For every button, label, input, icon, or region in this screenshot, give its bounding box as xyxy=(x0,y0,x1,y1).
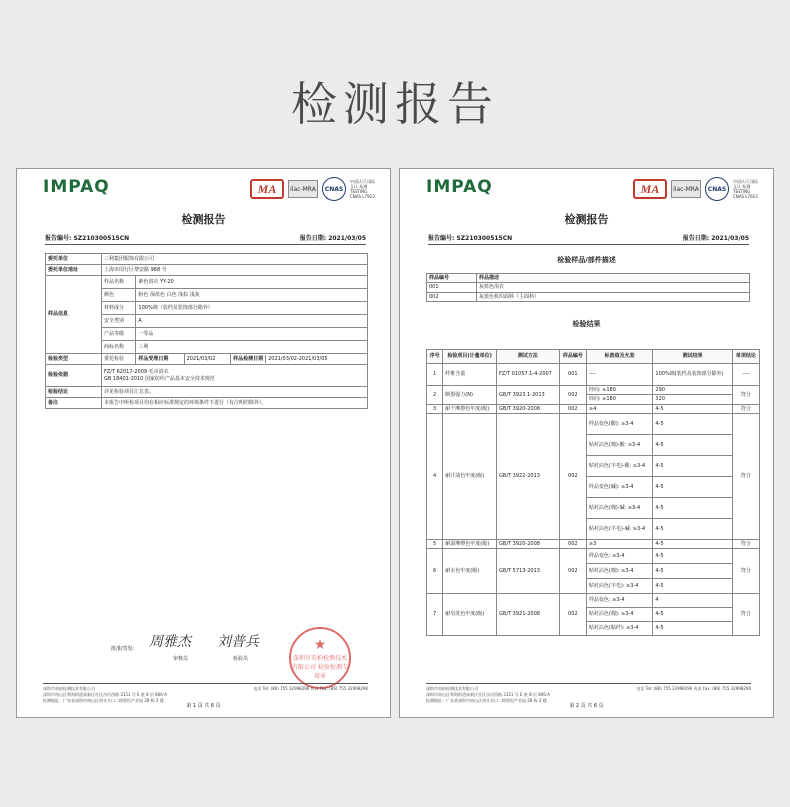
ilac-logo-icon: ilac-MRA xyxy=(671,180,701,198)
column-header: 标准值及允差 xyxy=(586,350,653,364)
client-label: 委托单位 xyxy=(46,254,102,265)
test-method: GB/T 5713-2013 xyxy=(497,549,560,594)
cnas-caption: 中国认可 国际互认 检测 TESTING CNAS L7923 xyxy=(350,178,376,200)
received-value: 2021/03/02 xyxy=(184,354,231,365)
report-meta xyxy=(428,233,749,245)
sample-key: 产品等级 xyxy=(102,328,136,341)
test-date-label: 样品检测日期 xyxy=(231,355,266,363)
footer-lab-address: 检测地址：广东省深圳市南山区南头关口二路智恒产业园 28 栋 3 楼 xyxy=(426,698,547,703)
official-stamp xyxy=(289,627,351,689)
samples-table xyxy=(426,273,750,302)
table-row xyxy=(427,594,760,608)
standard: 贴衬沾色(棉)-酸: ≥3-4 xyxy=(586,434,653,455)
standard: 贴衬沾色(羊毛): ≥3-4 xyxy=(586,579,653,594)
column-header: 检验项目(计量单位) xyxy=(443,350,497,364)
report-page-1 xyxy=(16,168,391,718)
cma-logo-icon: MA xyxy=(633,179,667,199)
test-method: GB/T 3923.1-2013 xyxy=(497,386,560,405)
column-header: 测试结果 xyxy=(653,350,732,364)
result: 4-5 xyxy=(653,413,732,434)
footer-lab-address: 检测地址：广东省深圳市南山区南头关口二路智恒产业园 28 栋 3 楼 xyxy=(43,698,164,703)
sample-key: 材料成分 xyxy=(102,302,136,315)
inspection-value: 委托检验 xyxy=(102,354,136,365)
standard: ≥4 xyxy=(586,404,653,413)
sample-value: 三利 xyxy=(136,341,368,354)
table-row xyxy=(46,265,368,276)
sample-value: A xyxy=(136,315,368,328)
standard: 纬向: ≥180 xyxy=(586,395,653,404)
standard: 样品变色: ≥3-4 xyxy=(586,594,653,608)
table-row xyxy=(427,386,760,395)
standard: ≥3 xyxy=(586,539,653,548)
sample-no: 002 xyxy=(559,404,586,413)
standard: 贴衬沾色(羊毛)-酸: ≥3-4 xyxy=(586,455,653,476)
basis-line: GB 18401-2010 国家纺织产品基本安全技术规范 xyxy=(104,375,215,382)
accreditation-logos xyxy=(250,177,378,201)
sample-no: 002 xyxy=(559,549,586,594)
column-header: 样品描述 xyxy=(477,274,750,283)
sample-value: 素色浴衣 YY-20 xyxy=(136,276,368,289)
test-item: 纤维含量 xyxy=(443,364,497,386)
row-no: 6 xyxy=(427,549,443,594)
sample-no: 001 xyxy=(559,364,586,386)
approve-label: 批准/签发: xyxy=(111,646,135,652)
footer-address: 深圳市南山区粤海街道高新区社区沙河西路 3151 号 E 座 8 层 806-A xyxy=(426,692,550,697)
report-date: 报告日期: 2021/03/05 xyxy=(299,235,366,242)
result: 4-5 xyxy=(653,404,732,413)
standard: 贴衬沾色(粘纤): ≥3-4 xyxy=(586,622,653,636)
standard: 贴衬沾色(棉)-碱: ≥3-4 xyxy=(586,497,653,518)
star-icon: ★ xyxy=(313,636,327,653)
results-title: 检验结果 xyxy=(572,320,601,328)
footer-phone: 电话 Tel: (86) 755 32998296 传真 Fax: (86) 755 32998296 xyxy=(253,686,368,691)
sample-no: 002 xyxy=(559,594,586,636)
report-page-2 xyxy=(399,168,774,718)
impaq-logo: IMPAQ xyxy=(426,177,493,197)
row-no: 5 xyxy=(427,539,443,548)
result: 4-5 xyxy=(653,434,732,455)
report-date: 报告日期: 2021/03/05 xyxy=(682,235,749,242)
sample-key: 安全类别 xyxy=(102,315,136,328)
accreditation-logos xyxy=(633,177,761,201)
ilac-logo-icon: ilac-MRA xyxy=(288,180,318,198)
basis-value xyxy=(102,365,368,387)
review-label: 审核员 xyxy=(173,656,189,662)
verdict: 符合 xyxy=(732,386,759,405)
test-item: 耐皂洗色牢度(级) xyxy=(443,594,497,636)
test-item: 耐干摩擦色牢度(级) xyxy=(443,404,497,413)
cma-logo-icon: MA xyxy=(250,179,284,199)
verdict: ---- xyxy=(732,364,759,386)
result: 290 xyxy=(653,386,732,395)
address-label: 委托单位地址 xyxy=(46,265,102,276)
sample-no: 002 xyxy=(427,292,477,301)
sample-value: 粉色 深蓝色 白色 浅棕 浅灰 xyxy=(136,289,368,302)
cnas-logo-icon: CNAS xyxy=(705,177,729,201)
verdict: 符合 xyxy=(732,539,759,548)
result: 4-5 xyxy=(653,608,732,622)
address-value: 上海市闵行区黎安路 968 号 xyxy=(102,265,368,276)
standard: 样品变色(碱): ≥3-4 xyxy=(586,476,653,497)
test-method: GB/T 3921-2008 xyxy=(497,594,560,636)
result: 4-5 xyxy=(653,549,732,564)
test-method: FZ/T 01057.1-4-2007 xyxy=(497,364,560,386)
table-row xyxy=(427,364,760,386)
sample-key: 商标名称 xyxy=(102,341,136,354)
test-method: GB/T 3920-2008 xyxy=(497,404,560,413)
sample-label: 样品信息 xyxy=(46,276,102,354)
result: 4-5 xyxy=(653,539,732,548)
column-header: 单项结论 xyxy=(732,350,759,364)
column-header: 样品编号 xyxy=(559,350,586,364)
test-date-value: 2021/03/02-2021/03/05 xyxy=(268,355,328,362)
result: 320 xyxy=(653,395,732,404)
table-header-row xyxy=(427,350,760,364)
signature-2: 刘普兵 xyxy=(217,635,259,650)
sample-no: 002 xyxy=(559,413,586,539)
result: 4-5 xyxy=(653,622,732,636)
conclusion-value: 详见检验项目汇总表。 xyxy=(102,387,368,398)
sample-value: 100%棉（装档及装饰部分除外） xyxy=(136,302,368,315)
remark-label: 备注 xyxy=(46,398,102,409)
table-row xyxy=(46,387,368,398)
cnas-caption: 中国认可 国际互认 检测 TESTING CNAS L7923 xyxy=(733,178,759,200)
result: 4-5 xyxy=(653,476,732,497)
doc-title: 检测报告 xyxy=(181,213,226,226)
test-method: GB/T 3920-2008 xyxy=(497,539,560,548)
sample-no: 002 xyxy=(559,539,586,548)
sample-desc: 灰蓝色机织面料（主面料） xyxy=(477,292,750,301)
table-row xyxy=(46,398,368,409)
standard: 经向: ≥180 xyxy=(586,386,653,395)
basis-line: FZ/T 62017-2009 毛巾浴衣 xyxy=(104,369,169,376)
standard: 贴衬沾色(棉): ≥3-4 xyxy=(586,608,653,622)
page-number: 第 2 页 共 6 页 xyxy=(569,703,604,709)
table-header-row xyxy=(427,274,750,283)
report-number: 报告编号: SZ210300515CN xyxy=(45,235,130,242)
test-date-cell xyxy=(231,354,368,365)
doc-title: 检测报告 xyxy=(564,213,609,226)
sample-no: 001 xyxy=(427,283,477,292)
page-heading: 检测报告 xyxy=(291,77,499,131)
table-row xyxy=(46,276,368,289)
row-no: 2 xyxy=(427,386,443,405)
standard: 样品变色(酸): ≥3-4 xyxy=(586,413,653,434)
result: 4 xyxy=(653,594,732,608)
test-item: 断裂强力(N) xyxy=(443,386,497,405)
sample-value: 一等品 xyxy=(136,328,368,341)
footer-company: 深圳市英柏检测技术有限公司 xyxy=(43,686,95,691)
page-footer xyxy=(43,683,368,704)
footer-address: 深圳市南山区粤海街道高新区社区沙河西路 3151 号 E 座 8 层 806-A xyxy=(43,692,167,697)
received-label: 样品受理日期 xyxy=(136,354,184,365)
test-item: 耐汗渍色牢度(级) xyxy=(443,413,497,539)
result: 4-5 xyxy=(653,564,732,579)
test-item: 耐水色牢度(级) xyxy=(443,549,497,594)
standard: 样品变色: ≥3-4 xyxy=(586,549,653,564)
standard: 贴衬沾色(棉): ≥3-4 xyxy=(586,564,653,579)
table-row xyxy=(427,549,760,564)
result: 4-5 xyxy=(653,497,732,518)
verdict: 符合 xyxy=(732,413,759,539)
table-row xyxy=(46,365,368,387)
footer-company: 深圳市英柏检测技术有限公司 xyxy=(426,686,478,691)
test-method: GB/T 3922-2013 xyxy=(497,413,560,539)
standard: ---- xyxy=(586,364,653,386)
basis-label: 检验依据 xyxy=(46,365,102,387)
impaq-logo: IMPAQ xyxy=(43,177,110,197)
inspector-label: 检验员 xyxy=(233,656,249,662)
table-row xyxy=(427,539,760,548)
report-number: 报告编号: SZ210300515CN xyxy=(428,235,513,242)
footer-phone: 电话 Tel: (86) 755 32998296 传真 Fax: (86) 755 32998296 xyxy=(636,686,751,691)
standard: 贴衬沾色(羊毛)-碱: ≥3-4 xyxy=(586,518,653,539)
page-footer xyxy=(426,683,751,704)
table-row xyxy=(46,354,368,365)
samples-title: 检验样品/部件描述 xyxy=(557,256,616,264)
column-header: 序号 xyxy=(427,350,443,364)
sample-key: 样品名称 xyxy=(102,276,136,289)
table-row xyxy=(427,413,760,434)
signature-1: 周雅杰 xyxy=(149,635,191,650)
table-row xyxy=(427,283,750,292)
table-row xyxy=(46,254,368,265)
verdict: 符合 xyxy=(732,594,759,636)
column-header: 样品编号 xyxy=(427,274,477,283)
page-number: 第 1 页 共 6 页 xyxy=(186,703,221,709)
report-meta xyxy=(45,233,366,245)
result: 100%棉(装档及装饰部分除外) xyxy=(653,364,732,386)
inspection-label: 检验类型 xyxy=(46,354,102,365)
client-value: 三利集团服饰有限公司 xyxy=(102,254,368,265)
row-no: 4 xyxy=(427,413,443,539)
verdict: 符合 xyxy=(732,549,759,594)
verdict: 符合 xyxy=(732,404,759,413)
row-no: 1 xyxy=(427,364,443,386)
row-no: 3 xyxy=(427,404,443,413)
cnas-logo-icon: CNAS xyxy=(322,177,346,201)
sample-key: 颜色 xyxy=(102,289,136,302)
table-row xyxy=(427,292,750,301)
stamp-text: 深圳市英柏检测技术有限公司 检验检测专用章 xyxy=(292,654,348,680)
sample-desc: 灰蓝色浴衣 xyxy=(477,283,750,292)
conclusion-label: 检验结论 xyxy=(46,387,102,398)
table-row xyxy=(427,404,760,413)
column-header: 测试方法 xyxy=(497,350,560,364)
result: 4-5 xyxy=(653,518,732,539)
remark-value: 本报告中所检项目均在相应标准规定的环境条件下进行（有注明的除外）。 xyxy=(102,398,368,409)
sample-no: 002 xyxy=(559,386,586,405)
result: 4-5 xyxy=(653,455,732,476)
results-table xyxy=(426,349,760,636)
row-no: 7 xyxy=(427,594,443,636)
result: 4-5 xyxy=(653,579,732,594)
test-item: 耐湿摩擦色牢度(级) xyxy=(443,539,497,548)
report-info-table xyxy=(45,253,368,409)
